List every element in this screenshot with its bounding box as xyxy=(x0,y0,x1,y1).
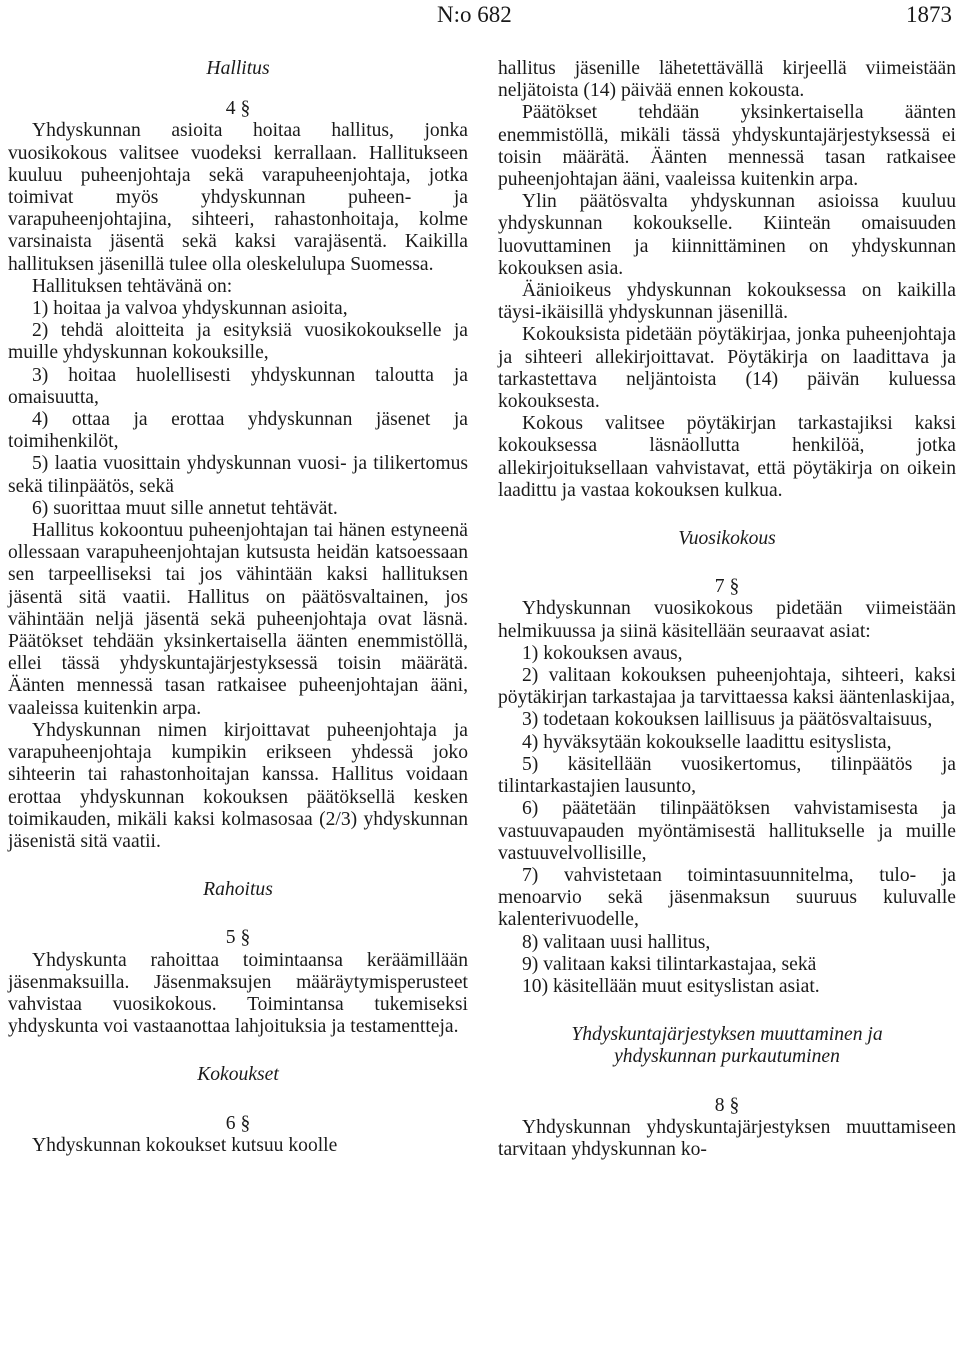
section-6-paragraph-4: Äänioikeus yhdyskunnan kokouksessa on kaikilla täysi-ikäisillä yhdyskunnan jäsenillä. xyxy=(498,280,956,324)
section-6-paragraph-2: Päätökset tehdään yksinkertaisella äänten enemmistöllä, mikäli tässä yhdyskuntajärjestyksessä ei toisin määrätä. Äänten mennessä tasan ratkaisee puheenjohtajan ääni, vaaleissa kuitenkin arpa. xyxy=(498,102,956,191)
section-7-list-item: 5) käsitellään vuosikertomus, tilinpäätös ja tilintarkastajien lausunto, xyxy=(498,753,956,798)
document-number: N:o 682 xyxy=(437,2,512,27)
right-column xyxy=(498,58,956,1161)
section-5-paragraph-1: Yhdyskunta rahoittaa toimintaansa keräämillään jäsenmaksuilla. Jäsenmaksujen määräytymisperusteet vahvistaa vuosikokous. Toimintansa tukemiseksi yhdyskunta voi vastaanottaa lahjoituksia ja testamentteja. xyxy=(8,949,468,1038)
section-7-list-item: 8) valitaan uusi hallitus, xyxy=(522,931,711,953)
section-4-number: 4 § xyxy=(225,98,251,120)
heading-kokoukset: Kokoukset xyxy=(197,1064,279,1086)
heading-vuosikokous: Vuosikokous xyxy=(678,528,776,550)
section-6-number: 6 § xyxy=(225,1112,251,1134)
section-4-list-item: 2) tehdä aloitteita ja esityksiä vuosikokoukselle ja muille yhdyskunnan kokouksille, xyxy=(8,320,468,364)
section-5-number: 5 § xyxy=(225,927,251,949)
section-4-paragraph-1: Yhdyskunnan asioita hoitaa hallitus, jonka vuosikokous valitsee vuodeksi kerrallaan. Hallitukseen kuuluu puheenjohtaja sekä varapuheenjohtaja, jotka toimivat myös yhdyskunnan puheen- ja varapuheenjohtajina, sihteeri, rahastonhoitaja, kolme varsinaista jäsentä sekä kaksi varajäsentä. Kaikilla hallituksen jäsenillä tulee olla oleskelulupa Suomessa. xyxy=(8,120,468,275)
section-4-list-item: 5) laatia vuosittain yhdyskunnan vuosi- ja tilikertomus sekä tilinpäätös, sekä xyxy=(8,453,468,497)
heading-muuttaminen-line-2: yhdyskunnan purkautuminen xyxy=(614,1046,840,1068)
heading-muuttaminen-line-1: Yhdyskuntajärjestyksen muuttaminen ja xyxy=(571,1024,883,1046)
section-4-paragraph-4: Yhdyskunnan nimen kirjoittavat puheenjohtaja ja varapuheenjohtaja kumpikin erikseen yhdessä joko sihteerin tai rahastonhoitajan kanssa. Hallitus voidaan erottaa yhdyskunnan kokouksen päätöksellä kesken toimikauden, mikäli kaksi kolmasosaa (2/3) yhdyskunnan jäsenistä sitä vaatii. xyxy=(8,719,468,852)
section-7-paragraph-1: Yhdyskunnan vuosikokous pidetään viimeistään helmikuussa ja siinä käsitellään seuraavat asiat: xyxy=(498,598,956,642)
section-7-list-item: 6) päätetään tilinpäätöksen vahvistamisesta ja vastuuvapauden myöntämisestä hallitukselle ja muille vastuuvelvollisille, xyxy=(498,798,956,864)
page-header xyxy=(0,0,960,30)
section-7-list-item: 7) vahvistetaan toimintasuunnitelma, tulo- ja menoarvio sekä jäsenmaksun suuruus kuluvalle kalenterivuodelle, xyxy=(498,864,956,931)
section-8-paragraph-1: Yhdyskunnan yhdyskuntajärjestyksen muuttamiseen tarvitaan yhdyskunnan ko- xyxy=(498,1116,956,1160)
section-4-list-item: 3) hoitaa huolellisesti yhdyskunnan taloutta ja omaisuutta, xyxy=(8,364,468,408)
section-4-list-item: 4) ottaa ja erottaa yhdyskunnan jäsenet ja toimihenkilöt, xyxy=(8,409,468,453)
left-column xyxy=(8,58,468,1157)
section-4-list-item: 6) suorittaa muut sille annetut tehtävät. xyxy=(32,497,338,519)
section-6-paragraph-5: Kokouksista pidetään pöytäkirjaa, jonka puheenjohtaja ja sihteeri allekirjoittavat. Pöytäkirja on laadittava ja tarkastettava neljäntoista (14) päivän kuluessa kokouksesta. xyxy=(498,324,956,413)
section-7-number: 7 § xyxy=(714,576,740,598)
section-6-paragraph-6: Kokous valitsee pöytäkirjan tarkastajiksi kaksi kokouksessa läsnäollutta henkilöä, jotka allekirjoituksellaan vahvistavat, että pöytäkirja on oikein laadittu ja vastaa kokouksen kulkua. xyxy=(498,413,956,501)
section-6-paragraph-1: Yhdyskunnan kokoukset kutsuu koolle xyxy=(32,1134,338,1156)
section-7-list-item: 4) hyväksytään kokoukselle laadittu esityslista, xyxy=(522,731,892,753)
section-6-paragraph-1-continued: hallitus jäsenille lähetettävällä kirjeellä viimeistään neljätoista (14) päivää ennen kokousta. xyxy=(498,58,956,102)
section-4-paragraph-2: Hallituksen tehtävänä on: xyxy=(32,275,233,297)
section-7-list-item: 1) kokouksen avaus, xyxy=(522,642,683,664)
section-7-list-item: 9) valitaan kaksi tilintarkastajaa, sekä xyxy=(522,953,817,975)
section-7-list-item: 3) todetaan kokouksen laillisuus ja päätösvaltaisuus, xyxy=(522,709,933,731)
section-4-list-item: 1) hoitaa ja valvoa yhdyskunnan asioita, xyxy=(32,298,348,320)
section-4-paragraph-3: Hallitus kokoontuu puheenjohtajan tai hänen estyneenä ollessaan varapuheenjohtajan kutsusta heidän katsoessaan sen tarpeelliseksi tai jos vähintään kaksi hallituksen jäsentä sitä vaatii. Hallitus on päätösvaltainen, jos vähintään neljä jäsentä sekä puheenjohtaja ovat läsnä. Päätökset tehdään yksinkertaisella äänten enemmistöllä, ellei tässä yhdyskuntajärjestyksessä toisin määrätä. Äänten mennessä tasan ratkaisee puheenjohtajan ääni, vaaleissa kuitenkin arpa. xyxy=(8,520,468,719)
heading-hallitus: Hallitus xyxy=(206,58,270,79)
page-number: 1873 xyxy=(906,2,952,27)
heading-rahoitus: Rahoitus xyxy=(203,879,273,901)
section-7-list-item: 2) valitaan kokouksen puheenjohtaja, sihteeri, kaksi pöytäkirjan tarkastajaa ja tarvittaessa kaksi ääntenlaskijaa, xyxy=(498,665,956,709)
section-6-paragraph-3: Ylin päätösvalta yhdyskunnan asioissa kuuluu yhdyskunnan kokoukselle. Kiinteän omaisuuden luovuttaminen ja kiinnittäminen on yhdyskunnan kokouksen asia. xyxy=(498,191,956,279)
section-8-number: 8 § xyxy=(714,1094,740,1116)
section-7-list-item: 10) käsitellään muut esityslistan asiat. xyxy=(522,975,820,997)
